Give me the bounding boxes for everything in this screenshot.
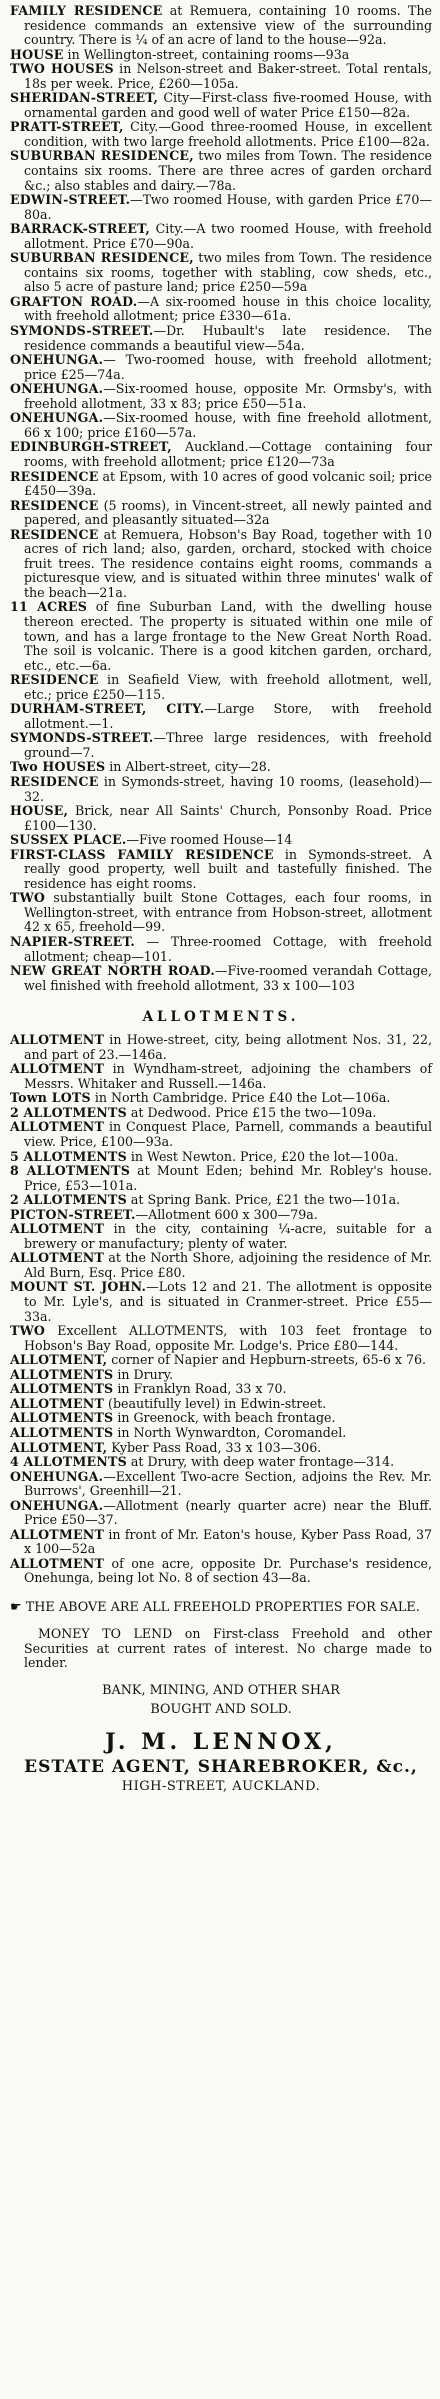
property-listing bbox=[10, 833, 432, 848]
listing-lead: ALLOTMENT bbox=[10, 1061, 105, 1077]
listing-text: of one acre, opposite Dr. Purchase's residence, Onehunga, being lot No. 8 of section 43—8a. bbox=[24, 1555, 432, 1586]
listing-lead: FAMILY RESIDENCE bbox=[10, 3, 163, 18]
allotment-listing bbox=[10, 1557, 432, 1586]
listing-text: in Greenock, with beach frontage. bbox=[113, 1410, 336, 1426]
allotment-listing bbox=[10, 1528, 432, 1557]
listing-lead: 2 ALLOTMENTS bbox=[10, 1104, 127, 1120]
listing-lead: RESIDENCE bbox=[10, 497, 99, 513]
allotment-listing bbox=[10, 1208, 432, 1223]
listing-lead: ONEHUNGA. bbox=[10, 352, 104, 368]
listing-text: in Nelson-street and Baker-street. Total rentals, 18s per week. Price, £260—105a. bbox=[24, 61, 432, 91]
allotment-listing bbox=[10, 1164, 432, 1193]
listing-text: at Epsom, with 10 acres of good volcanic soil; price £450—39a. bbox=[24, 468, 432, 499]
listing-text: in Albert-street, city—28. bbox=[105, 759, 271, 775]
allotment-listing bbox=[10, 1499, 432, 1528]
listing-lead: ALLOTMENT bbox=[10, 1526, 105, 1542]
listing-text: in Symonds-street, having 10 rooms, (leasehold)—32. bbox=[24, 773, 432, 804]
allotment-listing bbox=[10, 1324, 432, 1353]
listing-lead: ALLOTMENTS bbox=[10, 1366, 114, 1382]
listing-lead: SYMONDS-STREET. bbox=[10, 323, 154, 339]
allotment-listing bbox=[10, 1120, 432, 1149]
listing-lead: ALLOTMENTS bbox=[10, 1424, 114, 1440]
listing-lead: SUBURBAN RESIDENCE, bbox=[10, 148, 194, 164]
property-listing bbox=[10, 4, 432, 48]
listing-text: City.—A two roomed House, with freehold allotment. Price £70—90a. bbox=[24, 221, 432, 251]
listing-lead: ONEHUNGA. bbox=[10, 381, 104, 397]
listing-lead: ALLOTMENTS bbox=[10, 1410, 114, 1426]
agent-address: HIGH-STREET, AUCKLAND. bbox=[121, 1778, 321, 1794]
listing-lead: RESIDENCE bbox=[10, 526, 99, 542]
money-to-lend: MONEY TO LEND on First-class Freehold and other Securities at current rates of interest. No charge made to lender. bbox=[24, 1625, 432, 1671]
listing-text: City—First-class five-roomed House, with ornamental garden and good well of water Price £150—82a. bbox=[24, 90, 432, 120]
listing-lead: 11 ACRES bbox=[10, 599, 88, 615]
listing-text: in North Wynwardton, Coromandel. bbox=[113, 1424, 347, 1440]
listing-text: at Dedwood. Price £15 the two—109a. bbox=[126, 1104, 377, 1120]
allotment-listing bbox=[10, 1455, 432, 1470]
allotment-listing bbox=[10, 1397, 432, 1412]
property-listing bbox=[10, 120, 432, 149]
listing-lead: ALLOTMENT bbox=[10, 1395, 105, 1411]
listing-lead: ONEHUNGA. bbox=[10, 410, 104, 426]
listing-lead: 5 ALLOTMENTS bbox=[10, 1148, 127, 1164]
listing-text: Kyber Pass Road, 33 x 103—306. bbox=[107, 1439, 322, 1455]
property-listing bbox=[10, 411, 432, 440]
listing-text: in Franklyn Road, 33 x 70. bbox=[113, 1381, 287, 1397]
property-listing bbox=[10, 48, 432, 63]
property-listing bbox=[10, 964, 432, 993]
listing-text: in Howe-street, city, being allotment Nos. 31, 22, and part of 23.—146a. bbox=[24, 1032, 432, 1062]
property-listing bbox=[10, 470, 432, 499]
property-listing bbox=[10, 382, 432, 411]
allotment-listing bbox=[10, 1193, 432, 1208]
property-listing bbox=[10, 251, 432, 295]
listing-lead: SUBURBAN RESIDENCE, bbox=[10, 250, 194, 266]
listing-text: at Spring Bank. Price, £21 the two—101a. bbox=[126, 1192, 401, 1208]
listing-text: at the North Shore, adjoining the residence of Mr. Ald Burn, Esq. Price £80. bbox=[24, 1250, 432, 1280]
property-listing bbox=[10, 149, 432, 193]
listing-lead: ALLOTMENT, bbox=[10, 1352, 108, 1368]
listing-lead: RESIDENCE bbox=[10, 672, 99, 688]
listing-text: —A six-roomed house in this choice locality, with freehold allotment; price £330—61a. bbox=[24, 293, 432, 324]
bank-line-1: BANK, MINING, AND OTHER SHAR bbox=[102, 1682, 340, 1698]
property-listing bbox=[10, 62, 432, 91]
listing-lead: NAPIER-STREET. bbox=[10, 934, 135, 949]
listing-lead: 2 ALLOTMENTS bbox=[10, 1192, 127, 1208]
property-listing bbox=[10, 760, 432, 775]
listing-text: corner of Napier and Hepburn-streets, 65-6 x 76. bbox=[107, 1352, 426, 1368]
listing-lead: HOUSE bbox=[10, 46, 64, 62]
allotment-listing bbox=[10, 1106, 432, 1121]
listing-text: Brick, near All Saints' Church, Ponsonby Road. Price £100—130. bbox=[24, 803, 432, 833]
listing-text: — Two-roomed house, with freehold allotment; price £25—74a. bbox=[24, 352, 432, 382]
listing-lead: PRATT-STREET, bbox=[10, 119, 124, 135]
listing-lead: NEW GREAT NORTH ROAD. bbox=[10, 963, 215, 979]
agent-name: J. M. LENNOX, bbox=[105, 1728, 337, 1755]
allotment-listing bbox=[10, 1368, 432, 1383]
listing-text: —Allotment (nearly quarter acre) near the Bluff. Price £50—37. bbox=[24, 1497, 432, 1528]
listing-lead: ALLOTMENT bbox=[10, 1221, 105, 1237]
property-listing bbox=[10, 731, 432, 760]
listing-text: —Two roomed House, with garden Price £70—80a. bbox=[24, 192, 432, 222]
listing-text: two miles from Town. The residence contains six rooms, together with stabling, cow sheds, etc., also 5 acre of pasture land; price £250—59a bbox=[24, 250, 432, 295]
listing-text: —Allotment 600 x 300—79a. bbox=[135, 1206, 318, 1222]
listing-text: two miles from Town. The residence contains six rooms. There are three acres of garden orchard &c.; also stables and dairy.—78a. bbox=[24, 148, 432, 193]
listing-lead: ALLOTMENT bbox=[10, 1032, 105, 1048]
property-listing bbox=[10, 222, 432, 251]
listing-text: — Three-roomed Cottage, with freehold allotment; cheap—101. bbox=[24, 934, 432, 964]
freehold-notice-text: THE ABOVE ARE ALL FREEHOLD PROPERTIES FOR SALE. bbox=[25, 1599, 420, 1615]
listing-text: at Mount Eden; behind Mr. Robley's house. Price, £53—101a. bbox=[24, 1163, 432, 1193]
listing-lead: ALLOTMENT bbox=[10, 1119, 105, 1135]
listing-text: at Remuera, containing 10 rooms. The residence commands an extensive view of the surrounding country. There is ¼ of an acre of land to the house—92a. bbox=[24, 3, 433, 48]
listing-lead: Two HOUSES bbox=[10, 759, 106, 775]
listing-lead: SUSSEX PLACE. bbox=[10, 832, 127, 848]
listing-text: in Drury. bbox=[113, 1366, 174, 1382]
listing-text: in front of Mr. Eaton's house, Kyber Pass Road, 37 x 100—52a bbox=[24, 1526, 432, 1557]
allotment-listing bbox=[10, 1062, 432, 1091]
allotment-listing bbox=[10, 1251, 432, 1280]
agent-title: ESTATE AGENT, SHAREBROKER, &c., bbox=[24, 1756, 418, 1777]
listing-lead: RESIDENCE bbox=[10, 468, 99, 484]
listing-text: —Five-roomed verandah Cottage, wel finished with freehold allotment, 33 x 100—103 bbox=[24, 963, 432, 993]
property-listing bbox=[10, 848, 432, 892]
listing-text: in the city, containing ¼-acre, suitable for a brewery or manufactury; plenty of water. bbox=[24, 1221, 432, 1251]
listing-text: —Six-roomed house, opposite Mr. Ormsby's, with freehold allotment, 33 x 83; price £50—51a. bbox=[24, 381, 432, 411]
listing-text: at Drury, with deep water frontage—314. bbox=[126, 1454, 395, 1470]
property-listings bbox=[10, 4, 432, 993]
listing-lead: ALLOTMENTS bbox=[10, 1381, 114, 1397]
listing-text: —Three large residences, with freehold ground—7. bbox=[24, 730, 432, 760]
listing-lead: ONEHUNGA. bbox=[10, 1497, 104, 1513]
listing-text: Auckland.—Cottage containing four rooms, with freehold allotment; price £120—73a bbox=[24, 439, 432, 469]
allotment-listing bbox=[10, 1411, 432, 1426]
allotment-listing bbox=[10, 1091, 432, 1106]
listing-lead: GRAFTON ROAD. bbox=[10, 293, 138, 309]
listing-lead: RESIDENCE bbox=[10, 773, 99, 789]
listing-lead: TWO HOUSES bbox=[10, 61, 114, 77]
listing-text: in Wyndham-street, adjoining the chambers of Messrs. Whitaker and Russell.—146a. bbox=[24, 1061, 432, 1091]
listing-text: of fine Suburban Land, with the dwelling house thereon erected. The property is situated within one mile of town, and has a large frontage to the New Great North Road. The soil is volcanic. There is a good kitchen garden, orchard, etc., etc.—6a. bbox=[24, 599, 432, 673]
listing-text: —Excellent Two-acre Section, adjoins the Rev. Mr. Burrows', Greenhill—21. bbox=[24, 1468, 432, 1499]
pointing-hand-icon: ☛ bbox=[10, 1599, 22, 1615]
property-listing bbox=[10, 673, 432, 702]
listing-text: in West Newton. Price, £20 the lot—100a. bbox=[126, 1148, 399, 1164]
listing-lead: ONEHUNGA. bbox=[10, 1468, 104, 1484]
property-listing bbox=[10, 295, 432, 324]
listing-lead: 8 ALLOTMENTS bbox=[10, 1163, 131, 1179]
listing-text: —Large Store, with freehold allotment.—1. bbox=[24, 701, 432, 731]
listing-text: in North Cambridge. Price £40 the Lot—106a. bbox=[90, 1090, 391, 1106]
listing-lead: PICTON-STREET. bbox=[10, 1206, 136, 1222]
allotments-heading: ALLOTMENTS. bbox=[142, 1009, 300, 1026]
property-listing bbox=[10, 935, 432, 964]
listing-lead: HOUSE, bbox=[10, 803, 69, 819]
listing-text: (5 rooms), in Vincent-street, all newly painted and papered, and pleasantly situated—32a bbox=[24, 497, 432, 528]
allotment-listing bbox=[10, 1441, 432, 1456]
listing-lead: DURHAM-STREET, CITY. bbox=[10, 701, 205, 717]
property-listing bbox=[10, 891, 432, 935]
listing-text: at Remuera, Hobson's Bay Road, together with 10 acres of rich land; also, garden, orchard, stocked with choice fruit trees. The residence contains eight rooms, commands a picturesque view, and is situated within three minutes' walk of the beach—21a. bbox=[24, 526, 432, 600]
listing-lead: ALLOTMENT bbox=[10, 1555, 105, 1571]
listing-lead: SYMONDS-STREET. bbox=[10, 730, 154, 746]
listing-lead: 4 ALLOTMENTS bbox=[10, 1454, 127, 1470]
listing-lead: BARRACK-STREET, bbox=[10, 221, 150, 237]
listing-lead: FIRST-CLASS FAMILY RESIDENCE bbox=[10, 846, 274, 862]
property-listing bbox=[10, 499, 432, 528]
listing-text: —Six-roomed house, with fine freehold allotment, 66 x 100; price £160—57a. bbox=[24, 410, 432, 440]
listing-lead: ALLOTMENT, bbox=[10, 1439, 108, 1455]
listing-lead: TWO bbox=[10, 890, 46, 906]
listing-text: City.—Good three-roomed House, in excellent condition, with two large freehold allotments. Price £100—82a. bbox=[24, 119, 432, 149]
listing-text: in Wellington-street, containing rooms—93a bbox=[63, 46, 350, 62]
property-listing bbox=[10, 353, 432, 382]
bank-line-2: BOUGHT AND SOLD. bbox=[150, 1701, 292, 1717]
listing-lead: SHERIDAN-STREET, bbox=[10, 90, 159, 106]
listing-text: —Five roomed House—14 bbox=[126, 832, 293, 848]
allotment-listing bbox=[10, 1426, 432, 1441]
listing-text: Excellent ALLOTMENTS, with 103 feet frontage to Hobson's Bay Road, opposite Mr. Lodge's. Price £80—144. bbox=[24, 1323, 432, 1353]
listing-text: in Conquest Place, Parnell, commands a beautiful view. Price, £100—93a. bbox=[24, 1119, 432, 1150]
property-listing bbox=[10, 193, 432, 222]
listing-lead: ALLOTMENT bbox=[10, 1250, 105, 1266]
property-listing bbox=[10, 528, 432, 601]
property-listing bbox=[10, 600, 432, 673]
listing-lead: Town LOTS bbox=[10, 1090, 91, 1106]
allotment-listings bbox=[10, 1033, 432, 1586]
listing-lead: EDINBURGH-STREET, bbox=[10, 439, 172, 455]
allotment-listing bbox=[10, 1150, 432, 1165]
freehold-notice bbox=[10, 1600, 432, 1615]
allotment-listing bbox=[10, 1222, 432, 1251]
property-listing bbox=[10, 91, 432, 120]
listing-text: substantially built Stone Cottages, each four rooms, in Wellington-street, with entrance from Hobson-street, allotment 42 x 65, freehold—99. bbox=[24, 890, 432, 935]
listing-lead: EDWIN-STREET. bbox=[10, 192, 131, 208]
listing-text: in Symonds-street. A really good property, well built and tastefully finished. The residence has eight rooms. bbox=[24, 846, 432, 891]
property-listing bbox=[10, 440, 432, 469]
allotment-listing bbox=[10, 1280, 432, 1324]
allotment-listing bbox=[10, 1033, 432, 1062]
allotment-listing bbox=[10, 1470, 432, 1499]
property-listing bbox=[10, 324, 432, 353]
property-listing bbox=[10, 775, 432, 804]
allotment-listing bbox=[10, 1353, 432, 1368]
property-listing bbox=[10, 702, 432, 731]
listing-text: (beautifully level) in Edwin-street. bbox=[104, 1395, 327, 1411]
listing-lead: TWO bbox=[10, 1323, 46, 1339]
property-listing bbox=[10, 804, 432, 833]
listing-text: —Lots 12 and 21. The allotment is opposite to Mr. Lyle's, and is situated in Cranmer-street. Price £55—33a. bbox=[24, 1279, 432, 1324]
allotment-listing bbox=[10, 1382, 432, 1397]
listing-text: in Seafield View, with freehold allotment, well, etc.; price £250—115. bbox=[24, 672, 432, 702]
listing-text: —Dr. Hubault's late residence. The residence commands a beautiful view—54a. bbox=[24, 323, 432, 353]
listing-lead: MOUNT ST. JOHN. bbox=[10, 1279, 147, 1295]
